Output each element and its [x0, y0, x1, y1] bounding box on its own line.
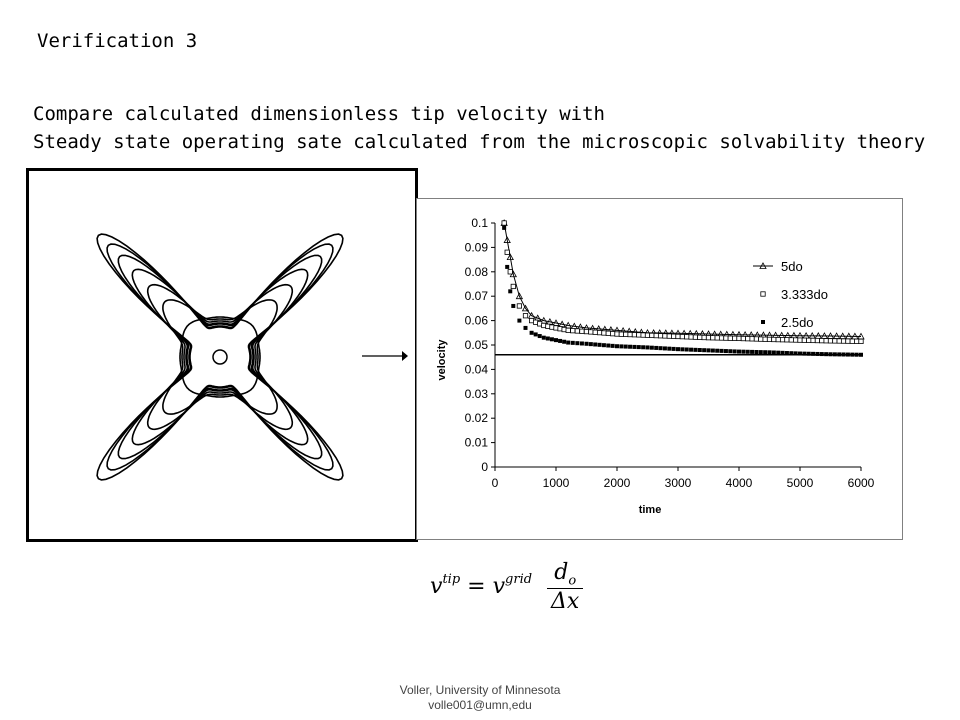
- data-point: [719, 336, 723, 340]
- formula-o-subscript: o: [568, 573, 577, 589]
- dendrite-contour: [180, 317, 260, 397]
- data-point: [754, 350, 758, 354]
- data-point: [715, 336, 719, 340]
- data-point: [702, 335, 706, 339]
- data-point: [711, 336, 715, 340]
- y-tick-label: 0.1: [471, 216, 488, 230]
- y-tick-label: 0.03: [464, 386, 488, 401]
- data-point: [798, 338, 802, 342]
- x-tick-label: 3000: [664, 476, 692, 490]
- data-point: [746, 350, 750, 354]
- data-point: [693, 348, 697, 352]
- data-point: [566, 341, 570, 345]
- data-point: [724, 336, 728, 340]
- data-point: [850, 339, 854, 343]
- data-point: [628, 345, 632, 349]
- data-point: [602, 343, 606, 347]
- data-point: [829, 352, 833, 356]
- data-point: [502, 221, 506, 225]
- data-point: [715, 349, 719, 353]
- data-point: [776, 351, 780, 355]
- data-point: [550, 337, 554, 341]
- data-point: [606, 344, 610, 348]
- x-tick-label: 0: [491, 476, 499, 490]
- data-point: [685, 347, 689, 351]
- data-point: [524, 326, 528, 330]
- data-point: [584, 329, 588, 333]
- data-point: [624, 332, 628, 336]
- chart-legend: [753, 259, 828, 330]
- y-tick-label: 0.02: [464, 411, 488, 426]
- data-point: [628, 332, 632, 336]
- legend-label: 3.333do: [781, 287, 828, 302]
- data-point: [793, 338, 797, 342]
- data-point: [619, 332, 623, 336]
- y-tick-label: 0.05: [464, 338, 488, 352]
- data-point: [720, 349, 724, 353]
- data-point: [807, 352, 811, 356]
- chart-canvas: [417, 199, 902, 539]
- dendrite-contour: [107, 244, 333, 470]
- data-point: [846, 339, 850, 343]
- data-point: [523, 314, 527, 318]
- data-point: [505, 265, 509, 269]
- data-point: [824, 339, 828, 343]
- data-point: [508, 270, 512, 274]
- data-point: [794, 351, 798, 355]
- data-point: [828, 339, 832, 343]
- data-point: [741, 350, 745, 354]
- formula-denominator: Δx: [551, 589, 580, 615]
- data-point: [833, 339, 837, 343]
- intro-line-1: Compare calculated dimensionless tip velocity with: [33, 103, 605, 125]
- data-point: [624, 345, 628, 349]
- data-point: [689, 348, 693, 352]
- data-point: [768, 350, 772, 354]
- data-point: [676, 347, 680, 351]
- nucleus-circle: [213, 350, 227, 364]
- x-tick-label: 6000: [847, 476, 875, 490]
- data-point: [589, 330, 593, 334]
- data-point: [815, 352, 819, 356]
- data-point: [737, 350, 741, 354]
- formula-equals: =: [467, 574, 486, 600]
- data-point: [598, 343, 602, 347]
- data-point: [750, 350, 754, 354]
- formula-numerator: [547, 560, 583, 589]
- data-point: [693, 335, 697, 339]
- data-point: [672, 347, 676, 351]
- data-point: [689, 335, 693, 339]
- data-point: [676, 334, 680, 338]
- data-point: [802, 338, 806, 342]
- data-point: [846, 353, 850, 357]
- data-point: [837, 339, 841, 343]
- data-point: [554, 338, 558, 342]
- data-point: [619, 344, 623, 348]
- data-point: [575, 329, 579, 333]
- data-point: [667, 347, 671, 351]
- x-tick-label: 5000: [786, 476, 814, 490]
- data-point: [772, 337, 776, 341]
- data-point: [571, 341, 575, 345]
- data-point: [811, 352, 815, 356]
- formula-v-right: v: [492, 574, 506, 600]
- formula-grid-superscript: grid: [505, 572, 533, 588]
- legend-label: 5do: [781, 259, 803, 274]
- footer-line-2: volle001@umn,edu: [428, 698, 532, 712]
- x-tick-label: 4000: [725, 476, 753, 490]
- data-point: [859, 353, 863, 357]
- data-point: [511, 304, 515, 308]
- data-point: [641, 345, 645, 349]
- data-point: [854, 339, 858, 343]
- data-point: [759, 337, 763, 341]
- data-point: [546, 336, 550, 340]
- y-tick-label: 0.07: [464, 289, 488, 304]
- data-point: [508, 289, 512, 293]
- data-point: [654, 346, 658, 350]
- data-point: [859, 339, 863, 343]
- data-point: [505, 250, 509, 254]
- data-point: [671, 334, 675, 338]
- data-point: [815, 338, 819, 342]
- data-point: [663, 346, 667, 350]
- data-point: [741, 336, 745, 340]
- data-point: [824, 352, 828, 356]
- data-point: [517, 319, 521, 323]
- data-point: [728, 349, 732, 353]
- y-tick-label: 0.06: [464, 313, 488, 328]
- data-point: [680, 334, 684, 338]
- dendrite-contour: [132, 269, 307, 444]
- data-point: [780, 338, 784, 342]
- dendrite-contours: [29, 171, 415, 539]
- slide-title: Verification 3: [37, 30, 198, 52]
- tip-velocity-formula: [430, 560, 583, 614]
- data-point: [615, 344, 619, 348]
- data-point: [571, 328, 575, 332]
- x-axis-label: time: [638, 504, 662, 516]
- formula-fraction: [547, 560, 583, 614]
- x-tick-label: 1000: [542, 476, 570, 490]
- footer: [0, 683, 960, 713]
- data-point: [637, 345, 641, 349]
- data-point: [789, 338, 793, 342]
- data-point: [597, 330, 601, 334]
- data-point: [534, 332, 538, 336]
- formula-tip-superscript: tip: [442, 572, 461, 588]
- data-point: [659, 346, 663, 350]
- data-point: [645, 333, 649, 337]
- data-point: [785, 338, 789, 342]
- intro-text: [33, 100, 925, 156]
- data-point: [707, 348, 711, 352]
- data-point: [732, 336, 736, 340]
- data-point: [511, 284, 515, 288]
- data-point: [602, 331, 606, 335]
- data-point: [761, 292, 765, 296]
- y-tick-label: 0.04: [464, 362, 488, 377]
- data-point: [820, 338, 824, 342]
- y-axis-label: velocity: [436, 339, 448, 381]
- data-point: [542, 336, 546, 340]
- data-point: [641, 333, 645, 337]
- data-point: [680, 347, 684, 351]
- data-point: [781, 351, 785, 355]
- data-point: [530, 331, 534, 335]
- data-point: [763, 350, 767, 354]
- data-point: [772, 350, 776, 354]
- data-point: [807, 338, 811, 342]
- data-point: [610, 331, 614, 335]
- data-point: [855, 353, 859, 357]
- y-tick-label: 0.08: [464, 264, 488, 279]
- data-point: [589, 342, 593, 346]
- footer-line-1: Voller, University of Minnesota: [399, 683, 561, 697]
- velocity-chart: [416, 198, 903, 540]
- data-point: [763, 337, 767, 341]
- data-point: [632, 345, 636, 349]
- data-point: [558, 339, 562, 343]
- data-point: [593, 330, 597, 334]
- data-point: [637, 333, 641, 337]
- data-point: [685, 335, 689, 339]
- data-point: [517, 304, 521, 308]
- data-point: [580, 329, 584, 333]
- data-point: [842, 352, 846, 356]
- intro-line-2: Steady state operating sate calculated from the microscopic solvability theory: [33, 131, 926, 153]
- formula-v-left: v: [430, 574, 443, 600]
- data-point: [767, 337, 771, 341]
- data-point: [650, 346, 654, 350]
- y-tick-label: 0: [481, 460, 488, 474]
- data-point: [802, 352, 806, 356]
- data-point: [575, 341, 579, 345]
- data-point: [754, 337, 758, 341]
- data-point: [841, 339, 845, 343]
- data-point: [833, 352, 837, 356]
- data-point: [566, 328, 570, 332]
- data-point: [632, 333, 636, 337]
- data-point: [698, 348, 702, 352]
- data-point: [615, 332, 619, 336]
- data-point: [663, 334, 667, 338]
- data-point: [837, 352, 841, 356]
- data-point: [702, 348, 706, 352]
- data-point: [785, 351, 789, 355]
- data-point: [580, 341, 584, 345]
- y-tick-label: 0.09: [464, 240, 488, 255]
- data-point: [728, 336, 732, 340]
- dendrite-contour: [148, 285, 293, 430]
- data-point: [850, 353, 854, 357]
- data-point: [711, 349, 715, 353]
- data-point: [654, 333, 658, 337]
- data-point: [776, 337, 780, 341]
- data-point: [761, 320, 765, 324]
- data-point: [798, 352, 802, 356]
- data-point: [698, 335, 702, 339]
- data-point: [724, 349, 728, 353]
- data-point: [706, 335, 710, 339]
- data-point: [502, 226, 506, 230]
- data-point: [593, 342, 597, 346]
- arrow-icon: [360, 344, 410, 368]
- x-tick-label: 2000: [603, 476, 631, 490]
- data-point: [789, 351, 793, 355]
- data-point: [611, 344, 615, 348]
- data-point: [646, 345, 650, 349]
- data-point: [538, 334, 542, 338]
- data-point: [820, 352, 824, 356]
- legend-label: 2.5do: [781, 315, 814, 330]
- data-point: [737, 336, 741, 340]
- formula-d: d: [554, 560, 569, 585]
- data-point: [658, 334, 662, 338]
- data-point: [606, 331, 610, 335]
- data-point: [650, 333, 654, 337]
- data-point: [562, 340, 566, 344]
- data-point: [750, 337, 754, 341]
- data-point: [733, 349, 737, 353]
- data-point: [585, 342, 589, 346]
- data-point: [811, 338, 815, 342]
- data-point: [667, 334, 671, 338]
- data-point: [746, 336, 750, 340]
- data-point: [759, 350, 763, 354]
- y-tick-label: 0.01: [464, 435, 488, 450]
